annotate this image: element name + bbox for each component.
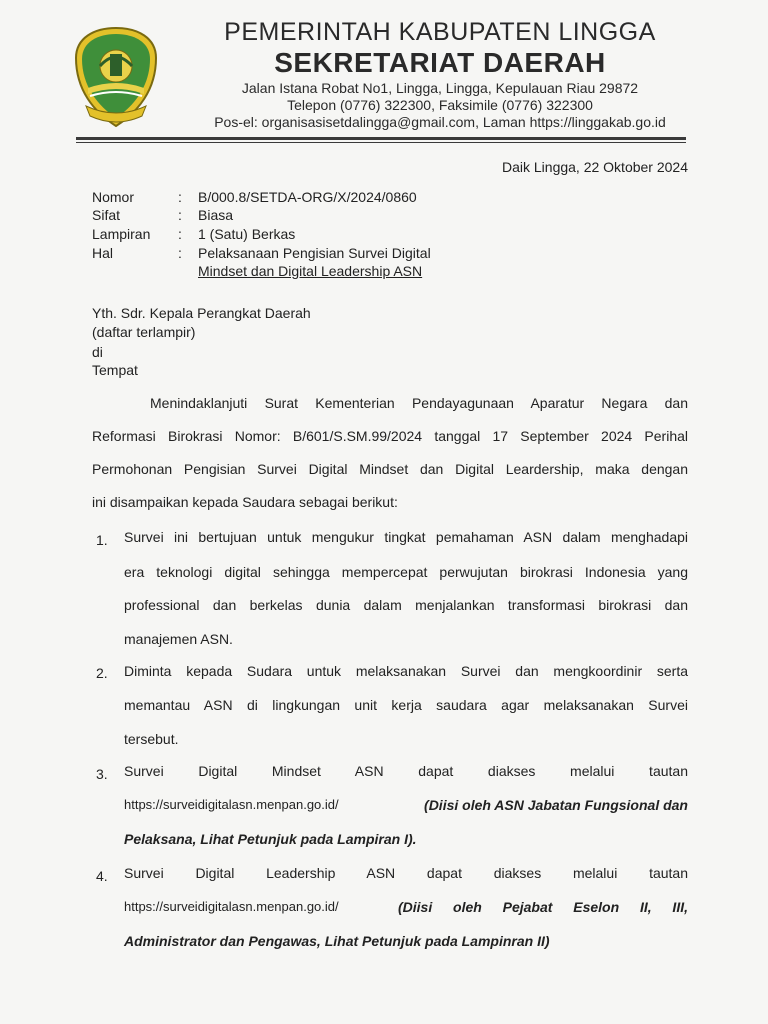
list-item-line: Survei Digital Mindset ASN dapat diakses melalui tautan	[124, 763, 688, 779]
meta-value: Pelaksanaan Pengisian Survei Digital	[198, 245, 431, 261]
list-item-line: manajemen ASN.	[124, 631, 233, 647]
intro-line: ini disampaikan kepada Saudara sebagai berikut:	[92, 494, 398, 510]
meta-colon: :	[178, 245, 182, 261]
list-item-number: 3.	[96, 766, 108, 782]
list-item-line: memantau ASN di lingkungan unit kerja saudara agar melaksanakan Survei	[124, 697, 688, 713]
list-item-note: Pelaksana, Lihat Petunjuk pada Lampiran I).	[124, 831, 417, 847]
list-item-note: (Diisi oleh Pejabat Eselon II, III,	[398, 899, 688, 915]
list-item-line: Diminta kepada Sudara untuk melaksanakan Survei dan mengkoordinir serta	[124, 663, 688, 679]
meta-value: Biasa	[198, 207, 234, 223]
list-item-note: (Diisi oleh ASN Jabatan Fungsional dan	[424, 797, 688, 813]
regency-emblem-icon	[72, 24, 160, 130]
meta-colon: :	[178, 226, 182, 242]
letterhead-government: PEMERINTAH KABUPATEN LINGGA	[224, 18, 656, 46]
letterhead-email-web: Pos-el: organisasisetdalingga@gmail.com, Laman https://linggakab.go.id	[214, 114, 666, 130]
recipient-line: Yth. Sdr. Kepala Perangkat Daerah	[92, 305, 311, 321]
list-item-line: professional dan berkelas dunia dalam menjalankan transformasi birokrasi dan	[124, 597, 688, 613]
survey-url: https://surveidigitalasn.menpan.go.id/	[124, 797, 339, 812]
meta-label: Lampiran	[92, 226, 151, 242]
intro-line: Permohonan Pengisian Survei Digital Mindset dan Digital Leardership, maka dengan	[92, 461, 688, 477]
letterhead-rule-thin	[76, 142, 686, 143]
survey-url: https://surveidigitalasn.menpan.go.id/	[124, 899, 339, 914]
meta-value-underlined: Mindset dan Digital Leadership ASN	[198, 263, 423, 279]
meta-label: Nomor	[92, 189, 135, 205]
list-item-number: 4.	[96, 868, 108, 884]
letter-date: Daik Lingga, 22 Oktober 2024	[501, 159, 688, 175]
list-item-line: tersebut.	[124, 731, 179, 747]
meta-value: B/000.8/SETDA-ORG/X/2024/0860	[198, 189, 417, 205]
letterhead-phone: Telepon (0776) 322300, Faksimile (0776) 322300	[287, 97, 593, 113]
list-item-line: Survei ini bertujuan untuk mengukur tingkat pemahaman ASN dalam menghadapi	[124, 529, 688, 545]
meta-label: Hal	[92, 245, 114, 261]
meta-colon: :	[178, 207, 182, 223]
letterhead-rule-thick	[76, 137, 686, 140]
intro-line: Menindaklanjuti Surat Kementerian Pendayagunaan Aparatur Negara dan	[150, 395, 688, 411]
meta-colon: :	[178, 189, 182, 205]
meta-value: 1 (Satu) Berkas	[198, 226, 296, 242]
list-item-number: 2.	[96, 665, 108, 681]
recipient-line: Tempat	[92, 362, 138, 378]
recipient-line: (daftar terlampir)	[92, 324, 196, 340]
list-item-line: Survei Digital Leadership ASN dapat diakses melalui tautan	[124, 865, 688, 881]
recipient-line: di	[92, 344, 103, 360]
letterhead-office: SEKRETARIAT DAERAH	[274, 47, 606, 78]
list-item-note: Administrator dan Pengawas, Lihat Petunjuk pada Lampinran II)	[124, 933, 550, 949]
intro-line: Reformasi Birokrasi Nomor: B/601/S.SM.99/2024 tanggal 17 September 2024 Perihal	[92, 428, 688, 444]
letterhead-address: Jalan Istana Robat No1, Lingga, Lingga, Kepulauan Riau 29872	[241, 80, 639, 96]
meta-label: Sifat	[92, 207, 121, 223]
list-item-line: era teknologi digital sehingga mempercepat perwujutan birokrasi Indonesia yang	[124, 564, 688, 580]
list-item-number: 1.	[96, 532, 108, 548]
